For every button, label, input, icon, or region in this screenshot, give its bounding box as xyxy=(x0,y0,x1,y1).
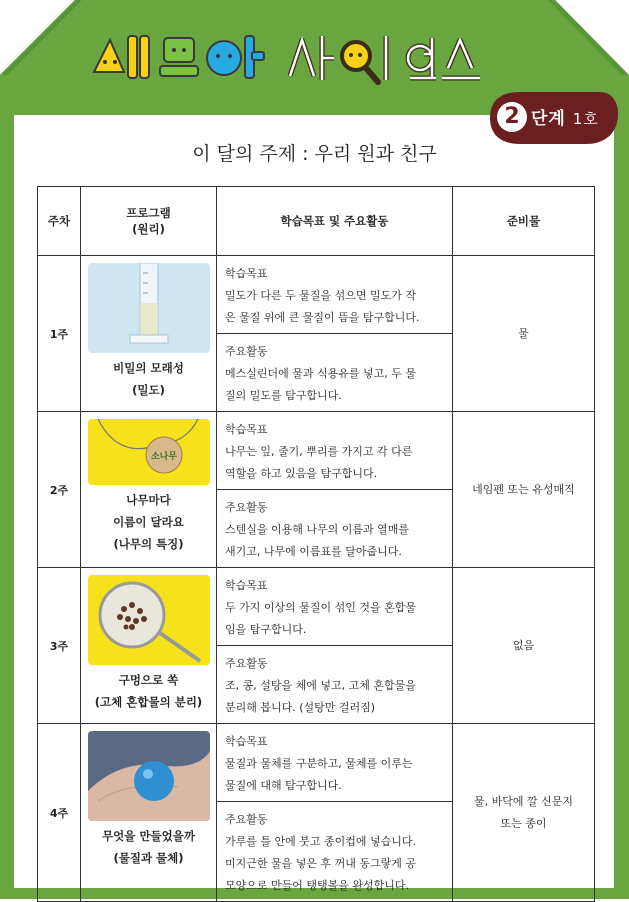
table-row xyxy=(38,568,595,724)
header-program-label: 프로그램 xyxy=(126,206,171,220)
main-activity xyxy=(217,334,452,411)
table-row xyxy=(38,256,595,412)
program-name: 무엇을 만들었을까 xyxy=(102,829,195,843)
table-row xyxy=(38,724,595,902)
table-row xyxy=(38,412,595,568)
program-principle: (밀도) xyxy=(132,383,165,397)
activity-label: 주요활동 xyxy=(225,657,268,670)
sieve-with-beans-photo xyxy=(88,575,210,665)
learning-goal xyxy=(217,412,452,490)
activity-text: 스텐실을 이용해 나무의 이름과 열매를 xyxy=(225,523,410,536)
wooden-name-tag-photo xyxy=(88,419,210,485)
program-cell xyxy=(81,568,217,724)
prep-cell: 네임펜 또는 유성매직 xyxy=(453,412,595,568)
main-activity xyxy=(217,802,452,901)
activity-text: 모양으로 만들어 탱탱볼을 완성합니다. xyxy=(225,879,410,892)
tag-text: 소나무 xyxy=(150,452,177,462)
program-principle: (고체 혼합물의 분리) xyxy=(94,695,203,709)
main-activity xyxy=(217,646,452,723)
program-name: 나무마다 xyxy=(126,493,171,507)
stage-word: 단계 xyxy=(531,109,566,129)
week-cell: 1주 xyxy=(38,256,81,412)
header-prep: 준비물 xyxy=(453,187,595,256)
learning-goal xyxy=(217,256,452,334)
blue-ball-in-hand-photo xyxy=(88,731,210,821)
learning-goal xyxy=(217,724,452,802)
activity-text: 분리해 봅니다. (설탕만 걸러짐) xyxy=(225,701,376,714)
activity-text: 미지근한 물을 넣은 후 꺼내 동그랗게 공 xyxy=(225,857,416,870)
prep-cell: 없음 xyxy=(453,568,595,724)
week-cell: 3주 xyxy=(38,568,81,724)
goal-text: 나무는 잎, 줄기, 뿌리를 가지고 각 다른 xyxy=(225,445,413,458)
header-program xyxy=(81,187,217,256)
prep-text: 또는 종이 xyxy=(500,816,547,830)
monthly-theme: 이 달의 주제 : 우리 원과 친구 xyxy=(192,143,437,165)
week-cell: 2주 xyxy=(38,412,81,568)
activity-text: 조, 콩, 설탕을 체에 넣고, 고체 혼합물을 xyxy=(225,679,416,692)
header-principle-label: (원리) xyxy=(132,222,165,236)
activity-text: 질의 밀도를 탐구합니다. xyxy=(225,389,342,402)
semoa-science-logo xyxy=(88,28,518,88)
program-name: 이름이 달라요 xyxy=(113,515,184,529)
header-goal: 학습목표 및 주요활동 xyxy=(217,187,453,256)
program-cell xyxy=(81,724,217,902)
goal-text: 물질에 대해 탐구합니다. xyxy=(225,779,342,792)
learning-goal xyxy=(217,568,452,646)
goal-text: 물질과 물체를 구분하고, 물체를 이루는 xyxy=(225,757,413,770)
goal-label: 학습목표 xyxy=(225,735,268,748)
activity-text: 새기고, 나무에 이름표를 달아줍니다. xyxy=(225,545,402,558)
activity-text: 메스실린더에 물과 식용유를 넣고, 두 물 xyxy=(225,367,416,380)
activity-label: 주요활동 xyxy=(225,345,268,358)
goal-activity-cell xyxy=(217,568,453,724)
program-cell xyxy=(81,412,217,568)
goal-activity-cell xyxy=(217,256,453,412)
main-activity xyxy=(217,490,452,567)
program-principle: (물질과 물체) xyxy=(113,851,184,865)
curriculum-table xyxy=(37,186,595,902)
goal-text: 밀도가 다른 두 물질을 섞으면 밀도가 작 xyxy=(225,289,416,302)
graduated-cylinder-photo xyxy=(88,263,210,353)
goal-label: 학습목표 xyxy=(225,267,268,280)
program-name: 구멍으로 쏙 xyxy=(118,673,179,687)
header-week: 주차 xyxy=(38,187,81,256)
activity-label: 주요활동 xyxy=(225,501,268,514)
goal-activity-cell xyxy=(217,412,453,568)
program-principle: (나무의 특징) xyxy=(113,537,184,551)
activity-label: 주요활동 xyxy=(225,813,268,826)
prep-text: 물, 바닥에 깔 신문지 xyxy=(474,794,573,808)
prep-cell: 물 xyxy=(453,256,595,412)
goal-activity-cell xyxy=(217,724,453,902)
goal-label: 학습목표 xyxy=(225,423,268,436)
issue-number: 1호 xyxy=(572,110,599,128)
goal-text: 은 물질 위에 큰 물질이 뜸을 탐구합니다. xyxy=(225,311,420,324)
stage-number: 2 xyxy=(497,102,527,132)
goal-text: 임을 탐구합니다. xyxy=(225,623,307,636)
program-name: 비밀의 모래성 xyxy=(113,361,184,375)
goal-text: 두 가지 이상의 물질이 섞인 것을 혼합물 xyxy=(225,601,416,614)
program-cell xyxy=(81,256,217,412)
goal-label: 학습목표 xyxy=(225,579,268,592)
week-cell: 4주 xyxy=(38,724,81,902)
table-header-row xyxy=(38,187,595,256)
prep-cell xyxy=(453,724,595,902)
activity-text: 가루를 틀 안에 붓고 종이컵에 넣습니다. xyxy=(225,835,416,848)
stage-label xyxy=(531,104,599,129)
goal-text: 역할을 하고 있음을 탐구합니다. xyxy=(225,467,378,480)
